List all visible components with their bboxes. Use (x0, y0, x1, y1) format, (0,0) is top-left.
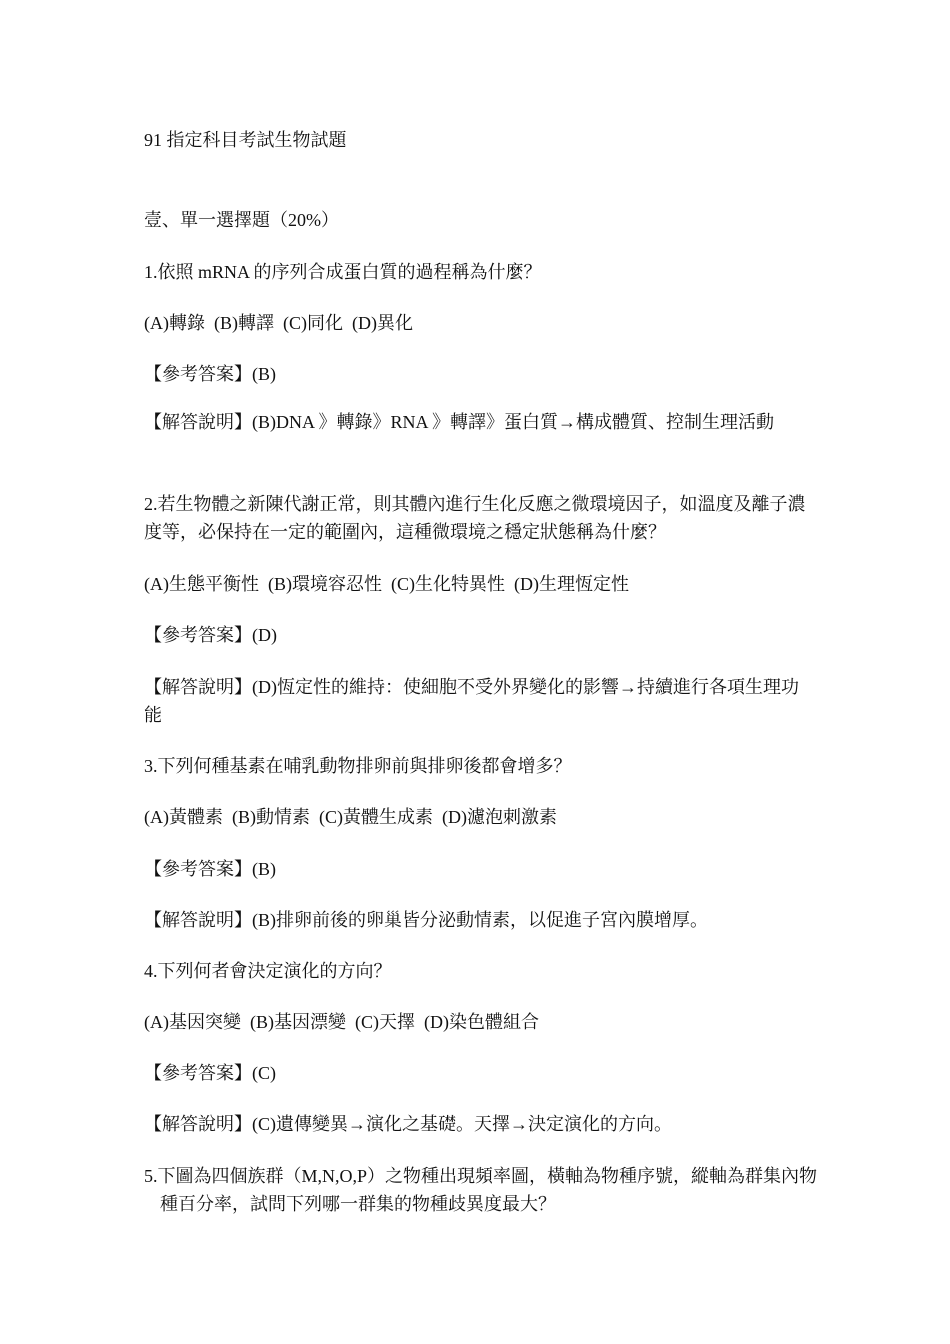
question-1-stem: 1.依照 mRNA 的序列合成蛋白質的過程稱為什麼？ (144, 262, 542, 282)
question-2-answer: 【參考答案】(D) (144, 625, 277, 645)
question-1-answer: 【參考答案】(B) (144, 364, 276, 384)
question-3-options: (A)黃體素 (B)動情素 (C)黃體生成素 (D)濾泡刺激素 (144, 807, 557, 827)
question-1-explanation: 【解答說明】(B)DNA 》轉錄》RNA 》轉譯》蛋白質→構成體質、控制生理活動 (144, 412, 775, 432)
question-4-options: (A)基因突變 (B)基因漂變 (C)天擇 (D)染色體組合 (144, 1012, 539, 1032)
question-3-answer: 【參考答案】(B) (144, 859, 276, 879)
section-heading: 壹、單一選擇題（20%） (144, 210, 339, 230)
question-4-answer: 【參考答案】(C) (144, 1063, 276, 1083)
question-2-stem: 2.若生物體之新陳代謝正常，則其體內進行生化反應之微環境因子，如溫度及離子濃度等，必保持在一定的範圍內，這種微環境之穩定狀態稱為什麼？ (144, 494, 806, 542)
question-1-options: (A)轉錄 (B)轉譯 (C)同化 (D)異化 (144, 313, 413, 333)
question-2-explanation: 【解答說明】(D)恆定性的維持：使細胞不受外界變化的影響→持續進行各項生理功能 (144, 677, 799, 725)
question-3-stem: 3.下列何種基素在哺乳動物排卵前與排卵後都會增多？ (144, 756, 572, 776)
question-4-explanation: 【解答說明】(C)遺傳變異→演化之基礎。天擇→決定演化的方向。 (144, 1114, 672, 1134)
question-4-stem: 4.下列何者會決定演化的方向？ (144, 961, 392, 981)
question-3-explanation: 【解答說明】(B)排卵前後的卵巢皆分泌動情素，以促進子宮內膜增厚。 (144, 910, 708, 930)
question-2-options: (A)生態平衡性 (B)環境容忍性 (C)生化特異性 (D)生理恆定性 (144, 574, 629, 594)
question-5-stem: 5.下圖為四個族群（M,N,O,P）之物種出現頻率圖，橫軸為物種序號，縱軸為群集內物種百分率，試問下列哪一群集的物種歧異度最大？ (144, 1166, 818, 1214)
document-title: 91 指定科目考試生物試題 (144, 130, 347, 150)
